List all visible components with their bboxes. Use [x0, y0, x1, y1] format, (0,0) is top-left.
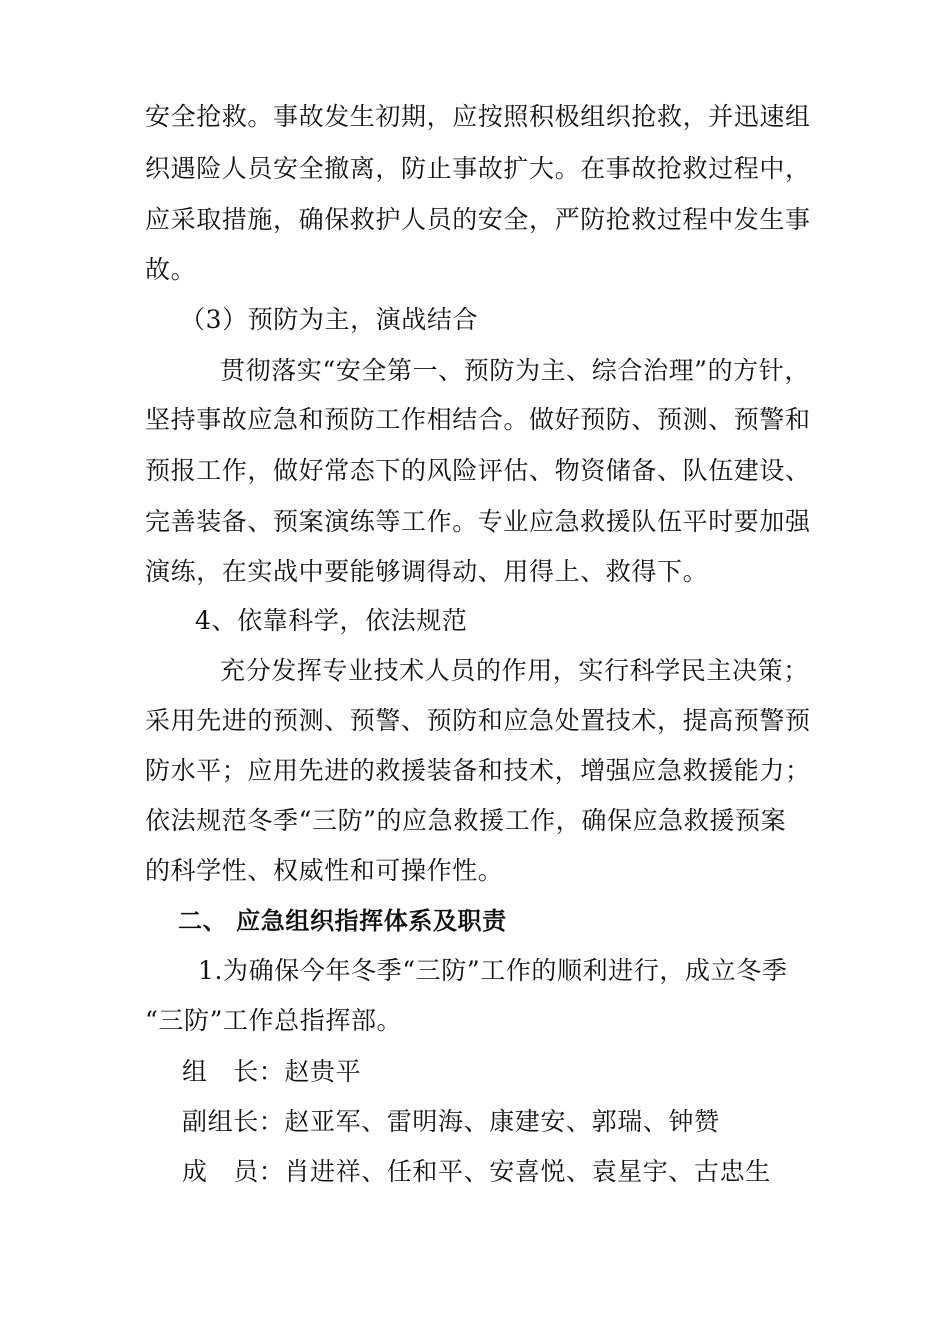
paragraph-line: “三防”工作总指挥部。: [145, 1006, 403, 1035]
paragraph-line: 演练，在实战中要能够调得动、用得上、救得下。: [145, 557, 709, 586]
paragraph-line: 采用先进的预测、预警、预防和应急处置技术，提高预警预: [145, 706, 811, 735]
leader-line: 组 长：赵贵平: [182, 1057, 362, 1086]
paragraph-line: 防水平；应用先进的救援装备和技术，增强应急救援能力；: [145, 756, 811, 785]
paragraph-line: 安全抢救。事故发生初期，应按照积极组织抢救，并迅速组: [145, 102, 811, 131]
paragraph-line: 坚持事故应急和预防工作相结合。做好预防、预测、预警和: [145, 405, 811, 434]
paragraph-line: 的科学性、权威性和可操作性。: [145, 856, 504, 885]
paragraph-line: 织遇险人员安全撤离，防止事故扩大。在事故抢救过程中，: [145, 154, 811, 183]
subsection-heading: （3）预防为主，演战结合: [180, 305, 479, 334]
paragraph-line: 应采取措施，确保救护人员的安全，严防抢救过程中发生事: [145, 205, 811, 234]
members-line: 成 员：肖进祥、任和平、安喜悦、袁星宇、古忠生: [182, 1157, 771, 1186]
paragraph-line: 依法规范冬季“三防”的应急救援工作，确保应急救援预案: [145, 806, 787, 835]
paragraph-line: 故。: [145, 255, 197, 284]
paragraph-line: 充分发挥专业技术人员的作用，实行科学民主决策；: [220, 656, 809, 685]
paragraph-line: 预报工作，做好常态下的风险评估、物资储备、队伍建设、: [145, 456, 811, 485]
subsection-heading: 4、依靠科学，依法规范: [195, 606, 468, 635]
paragraph-line: 贯彻落实“安全第一、预防为主、综合治理”的方针，: [220, 356, 810, 385]
deputy-leaders-line: 副组长：赵亚军、雷明海、康建安、郭瑞、钟赞: [182, 1107, 720, 1136]
section-heading: 二、 应急组织指挥体系及职责: [178, 907, 507, 935]
paragraph-line: 完善装备、预案演练等工作。专业应急救援队伍平时要加强: [145, 507, 811, 536]
paragraph-line: 1.为确保今年冬季“三防”工作的顺利进行，成立冬季: [198, 956, 788, 985]
